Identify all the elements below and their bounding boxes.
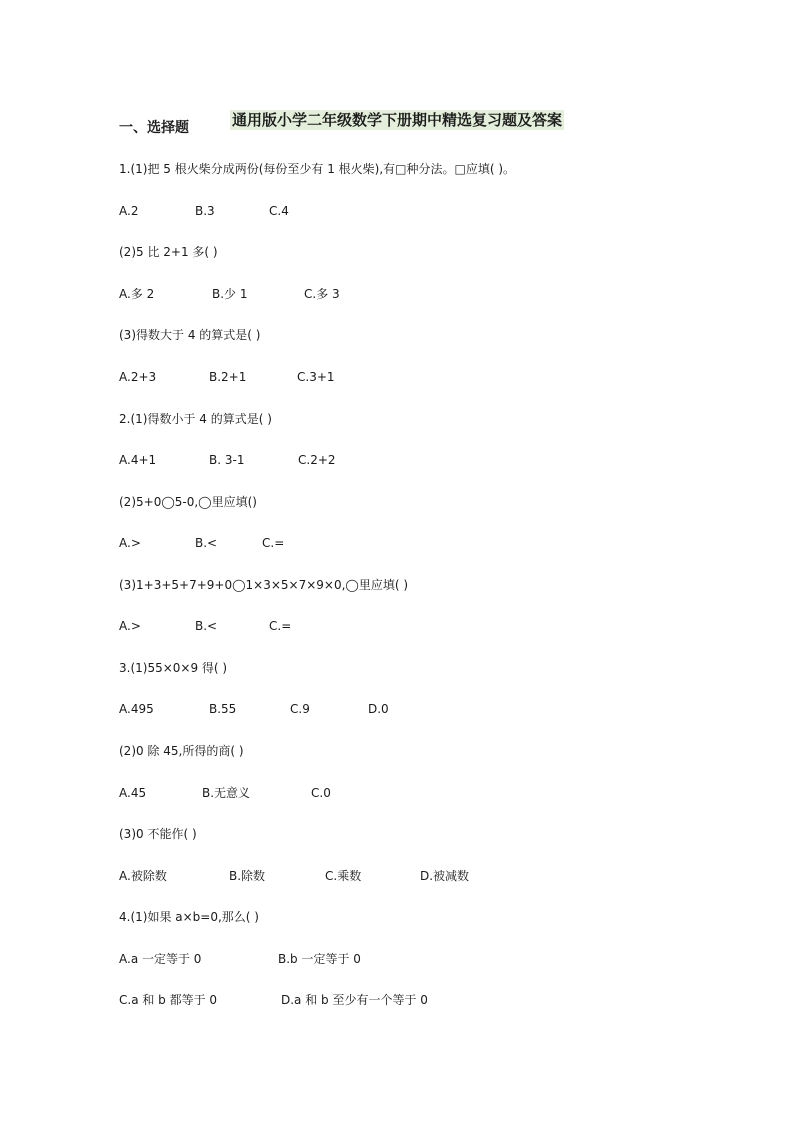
option-b: B.2+1 (209, 370, 247, 384)
option-a: A.45 (119, 786, 147, 800)
option-a: A.2 (119, 204, 139, 218)
option-b: B.无意义 (202, 786, 251, 800)
option-a: A.495 (119, 702, 154, 716)
option-a: A.a 一定等于 0 (119, 952, 202, 966)
option-d: D.被减数 (420, 869, 470, 883)
document-title-text: 通用版小学二年级数学下册期中精选复习题及答案 (231, 111, 562, 129)
option-a: A.> (119, 536, 141, 550)
option-b: B.少 1 (212, 287, 248, 301)
option-b: B.除数 (229, 869, 266, 883)
section-heading: 一、选择题 (119, 120, 189, 136)
question-4-1: 4.(1)如果 a×b=0,那么( ) (119, 910, 259, 924)
option-c: C.9 (290, 702, 310, 716)
option-a: A.被除数 (119, 869, 167, 883)
option-b: B.b 一定等于 0 (278, 952, 361, 966)
option-d: D.0 (368, 702, 389, 716)
option-c: C.3+1 (297, 370, 335, 384)
option-c: C.多 3 (304, 287, 340, 301)
option-b: B. 3-1 (209, 453, 245, 467)
option-a: A.多 2 (119, 287, 155, 301)
question-1-3: (3)得数大于 4 的算式是( ) (119, 328, 261, 342)
question-3-2: (2)0 除 45,所得的商( ) (119, 744, 244, 758)
option-c: C.= (269, 619, 292, 633)
option-c: C.= (262, 536, 285, 550)
option-c: C.2+2 (298, 453, 336, 467)
option-b: B.< (195, 536, 218, 550)
option-c: C.4 (269, 204, 289, 218)
option-a: A.4+1 (119, 453, 157, 467)
question-2-1: 2.(1)得数小于 4 的算式是( ) (119, 412, 272, 426)
option-d: D.a 和 b 至少有一个等于 0 (281, 993, 428, 1007)
option-c: C.0 (311, 786, 331, 800)
option-b: B.3 (195, 204, 215, 218)
option-b: B.55 (209, 702, 237, 716)
option-c: C.a 和 b 都等于 0 (119, 993, 218, 1007)
option-a: A.> (119, 619, 141, 633)
question-2-3: (3)1+3+5+7+9+0◯1×3×5×7×9×0,◯里应填( ) (119, 578, 409, 592)
option-b: B.< (195, 619, 218, 633)
question-1-1: 1.(1)把 5 根火柴分成两份(每份至少有 1 根火柴),有□种分法。□应填( )。 (119, 162, 516, 176)
question-3-1: 3.(1)55×0×9 得( ) (119, 661, 228, 675)
question-2-2: (2)5+0◯5-0,◯里应填() (119, 495, 257, 509)
question-3-3: (3)0 不能作( ) (119, 827, 197, 841)
option-c: C.乘数 (325, 869, 362, 883)
option-a: A.2+3 (119, 370, 157, 384)
question-1-2: (2)5 比 2+1 多( ) (119, 245, 218, 259)
